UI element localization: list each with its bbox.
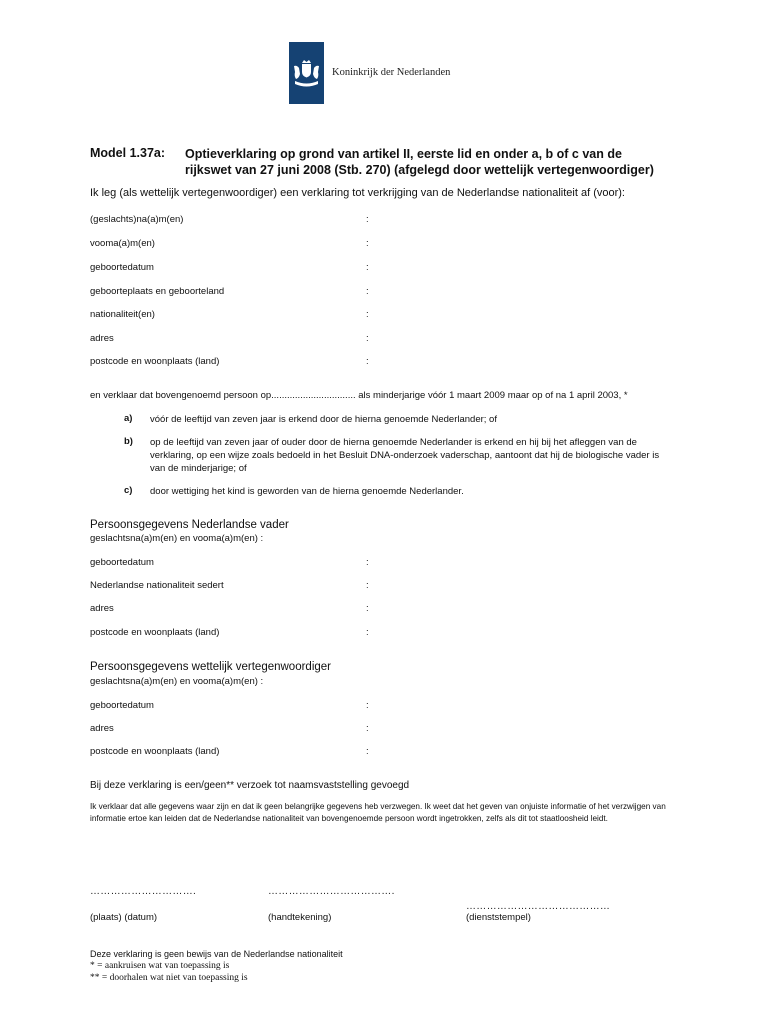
field-colon: : [366, 580, 369, 591]
representative-field-address: adres [90, 723, 114, 734]
father-field-postcode-city: postcode en woonplaats (land) [90, 627, 220, 638]
field-label-nationality: nationaliteit(en) [90, 309, 155, 320]
field-colon: : [366, 746, 369, 757]
field-label-address: adres [90, 333, 114, 344]
field-colon: : [366, 286, 369, 297]
field-colon: : [366, 309, 369, 320]
legend-note-double-asterisk: ** = doorhalen wat niet van toepassing is [90, 973, 248, 983]
option-letter-c: c) [124, 485, 133, 496]
field-colon: : [366, 603, 369, 614]
disclaimer-text: Deze verklaring is geen bewijs van de Nederlandse nationaliteit [90, 949, 343, 959]
option-text-c: door wettiging het kind is geworden van de hierna genoemde Nederlander. [150, 486, 464, 497]
option-letter-a: a) [124, 413, 133, 424]
field-colon: : [366, 262, 369, 273]
representative-name-label: geslachtsna(a)m(en) en vooma(a)m(en) : [90, 676, 264, 687]
father-section-heading: Persoonsgegevens Nederlandse vader [90, 519, 289, 531]
legend-note-single-asterisk: * = aankruisen wat van toepassing is [90, 961, 230, 971]
field-colon: : [366, 557, 369, 568]
option-text-a: vóór de leeftijd van zeven jaar is erkend door de hierna genoemde Nederlander; of [150, 414, 497, 425]
stamp-dotted-line: …………………………………… [466, 901, 611, 912]
place-date-label: (plaats) (datum) [90, 912, 158, 923]
representative-field-postcode-city: postcode en woonplaats (land) [90, 746, 220, 757]
signature-label: (handtekening) [268, 912, 332, 923]
name-request-line: Bij deze verklaring is een/geen** verzoek tot naamsvaststelling gevoegd [90, 780, 410, 791]
option-text-b: op de leeftijd van zeven jaar of ouder door de hierna genoemde Nederlander is erkend en hij bij het afleggen van de verklaring, op een wijze zoals bedoeld in het Besluit DNA-onderzoek vaderschap, aantoont dat hij de biologische vader is van de minderjarige; of [150, 437, 660, 474]
field-colon: : [366, 214, 369, 225]
representative-section-heading: Persoonsgegevens wettelijk vertegenwoordiger [90, 661, 332, 673]
field-label-surname: (geslachts)na(a)m(en) [90, 214, 184, 225]
signature-dotted-line: ………………………………. [268, 886, 395, 897]
stamp-label: (dienststempel) [466, 912, 531, 923]
field-colon: : [366, 700, 369, 711]
field-label-birth-date: geboortedatum [90, 262, 154, 273]
field-colon: : [366, 627, 369, 638]
truthfulness-statement: Ik verklaar dat alle gegevens waar zijn en dat ik geen belangrijke gegevens heb verzwegen. Ik weet dat het geven van onjuiste informatie of het verzwijgen van informatie ertoe kan leiden dat de Nederlandse nationaliteit van bovengenoemde persoon wordt ingetrokken, zelfs als dit tot staatloosheid leidt. [90, 802, 666, 823]
logo-text: Koninkrijk der Nederlanden [332, 67, 451, 78]
field-label-birthplace: geboorteplaats en geboorteland [90, 286, 225, 297]
field-colon: : [366, 723, 369, 734]
field-colon: : [366, 238, 369, 249]
field-colon: : [366, 356, 369, 367]
document-title: Optieverklaring op grond van artikel II, eerste lid en onder a, b of c van de rijkswet van 27 juni 2008 (Stb. 270) (afgelegd door wettelijk vertegenwoordiger) [185, 147, 654, 177]
father-name-label: geslachtsna(a)m(en) en vooma(a)m(en) : [90, 533, 264, 544]
coat-of-arms-icon [292, 59, 321, 89]
field-label-postcode-city: postcode en woonplaats (land) [90, 356, 220, 367]
declaration-line: en verklaar dat bovengenoemd persoon op................................ als minderjarige vóór 1 maart 2009 maar op of na 1 april 2003, * [90, 390, 628, 401]
father-field-birth-date: geboortedatum [90, 557, 154, 568]
rijksoverheid-logo-block [289, 42, 324, 104]
intro-text: Ik leg (als wettelijk vertegenwoordiger) een verklaring tot verkrijging van de Nederlandse nationaliteit af (voor): [90, 187, 625, 199]
model-number: Model 1.37a: [90, 146, 166, 160]
place-date-dotted-line: …………………………. [90, 886, 197, 897]
field-label-first-names: vooma(a)m(en) [90, 238, 155, 249]
father-field-address: adres [90, 603, 114, 614]
father-field-nationality-since: Nederlandse nationaliteit sedert [90, 580, 224, 591]
representative-field-birth-date: geboortedatum [90, 700, 154, 711]
field-colon: : [366, 333, 369, 344]
option-letter-b: b) [124, 436, 133, 447]
